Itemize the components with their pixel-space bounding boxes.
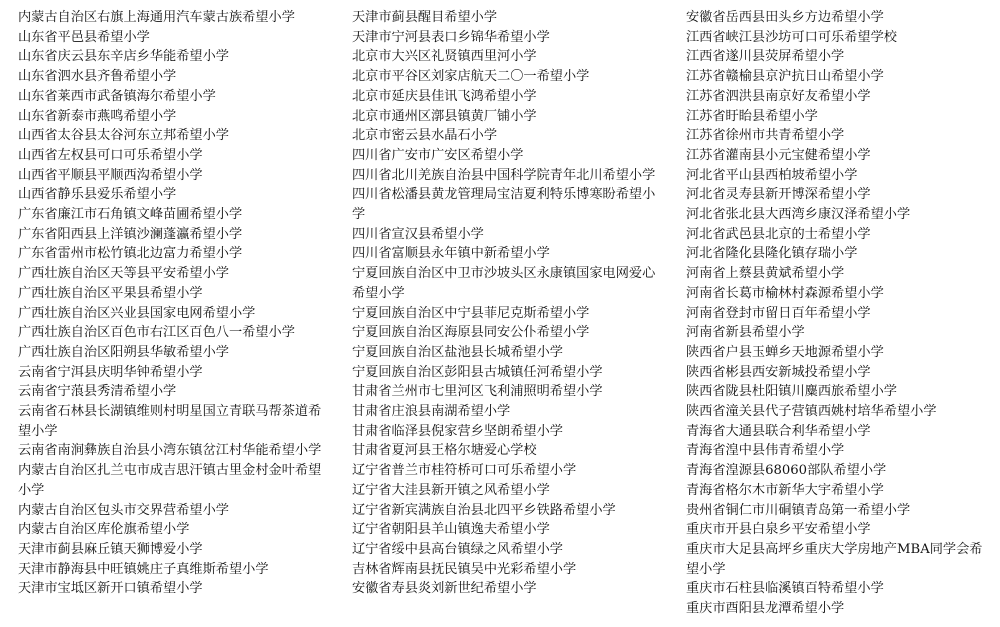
school-entry: 广东省雷州市松竹镇北边富力希望小学 [18,246,243,262]
school-entry: 云南省宁洱县庆明华钟希望小学 [18,364,203,380]
school-entry: 陕西省彬县西安新城投希望小学 [686,364,871,380]
school-entry: 辽宁省绥中县高台镇绿之风希望小学 [352,541,563,557]
school-entry: 江西省遂川县荧屏希望小学 [686,49,845,65]
school-entry: 北京市通州区漷县镇黄厂铺小学 [352,108,537,124]
school-entry: 辽宁省朝阳县羊山镇逸夫希望小学 [352,522,550,538]
school-entry: 青海省格尔木市新华大宇希望小学 [686,482,884,498]
school-entry: 四川省富顺县永年镇中新希望小学 [352,246,550,262]
school-entry: 重庆市酉阳县龙潭希望小学 [686,601,845,617]
school-entry: 山东省新泰市燕鸣希望小学 [18,108,177,124]
school-entry: 河北省平山县西柏坡希望小学 [686,167,858,183]
school-entry: 宁夏回族自治区盐池县长城希望小学 [352,344,563,360]
school-entry: 河南省长葛市榆林村森源希望小学 [686,285,884,301]
school-entry: 辽宁省普兰市桂符桥可口可乐希望小学 [352,463,577,479]
school-entry: 北京市平谷区刘家店航天二〇一希望小学 [352,69,590,85]
school-entry: 山西省静乐县爱乐希望小学 [18,187,177,203]
school-entry: 辽宁省大洼县新开镇之风希望小学 [352,482,550,498]
school-entry: 四川省北川羌族自治县中国科学院青年北川希望小学 [352,167,656,183]
school-entry: 山东省庆云县东辛店乡华能希望小学 [18,49,229,65]
school-entry: 贵州省铜仁市川硐镇青岛第一希望小学 [686,502,911,518]
column-right [686,8,988,619]
school-entry: 山东省莱西市武备镇海尔希望小学 [18,88,216,104]
school-entry: 云南省南涧彝族自治县小湾东镇岔江村华能希望小学 [18,443,322,459]
school-entry: 吉林省辉南县抚民镇吴中光彩希望小学 [352,561,577,577]
school-entry: 内蒙古自治区包头市交界营希望小学 [18,502,229,518]
school-entry: 宁夏回族自治区彭阳县古城镇任河希望小学 [352,364,603,380]
school-entry: 青海省湟中县伟青希望小学 [686,443,845,459]
school-entry: 青海省湟源县68060部队希望小学 [686,463,887,479]
school-entry: 山东省平邑县希望小学 [18,29,150,45]
school-entry: 重庆市大足县高坪乡重庆大学房地产MBA同学会希望小学 [686,541,983,577]
school-entry: 广西壮族自治区阳朔县华敏希望小学 [18,344,229,360]
school-entry: 广东省廉江市石角镇文峰苗圃希望小学 [18,207,243,223]
school-entry: 江苏省徐州市共青希望小学 [686,128,845,144]
school-entry: 安徽省寿县炎刘新世纪希望小学 [352,581,537,597]
school-entry: 广东省阳西县上洋镇沙澜蓬瀛希望小学 [18,226,243,242]
school-entry: 辽宁省新宾满族自治县北四平乡铁路希望小学 [352,502,616,518]
school-entry: 四川省宣汉县希望小学 [352,226,484,242]
school-entry: 内蒙古自治区库伦旗希望小学 [18,522,190,538]
school-entry: 宁夏回族自治区中卫市沙坡头区永康镇国家电网爱心希望小学 [352,266,656,301]
school-entry: 甘肃省庄浪县南湖希望小学 [352,404,511,420]
school-entry: 陕西省陇县杜阳镇川麋西旅希望小学 [686,384,897,400]
school-entry: 河北省张北县大西湾乡康汉泽希望小学 [686,207,911,223]
school-entry: 广西壮族自治区平果县希望小学 [18,285,203,301]
school-entry: 河南省登封市留日百年希望小学 [686,305,871,321]
school-entry: 天津市蓟县醒目希望小学 [352,10,498,25]
school-entry: 河北省灵寿县新开博深希望小学 [686,187,871,203]
school-entry: 北京市密云县水晶石小学 [352,128,498,144]
school-entry: 云南省宁蒗县秀清希望小学 [18,384,177,400]
school-entry: 广西壮族自治区百色市右江区百色八一希望小学 [18,325,295,341]
school-entry: 天津市宁河县表口乡锦华希望小学 [352,29,550,45]
school-entry: 内蒙古自治区扎兰屯市成吉思汗镇古里金村金叶希望小学 [18,463,322,498]
school-entry: 重庆市石柱县临溪镇百特希望小学 [686,581,884,597]
school-entry: 河南省新县希望小学 [686,325,805,341]
school-entry: 宁夏回族自治区中宁县菲尼克斯希望小学 [352,305,590,321]
school-entry: 山东省泗水县齐鲁希望小学 [18,69,177,85]
school-entry: 北京市大兴区礼贤镇西里河小学 [352,49,537,65]
school-entry: 天津市蓟县麻丘镇天狮博爱小学 [18,541,203,557]
school-entry: 江苏省盱眙县希望小学 [686,108,818,124]
school-entry: 广西壮族自治区天等县平安希望小学 [18,266,229,282]
school-entry: 江苏省赣榆县京沪抗日山希望小学 [686,69,884,85]
school-entry: 山西省平顺县平顺西沟希望小学 [18,167,203,183]
school-entry: 内蒙古自治区右旗上海通用汽车蒙古族希望小学 [18,10,295,25]
school-entry: 河北省隆化县隆化镇存瑞小学 [686,246,858,262]
school-entry: 宁夏回族自治区海原县同安公仆希望小学 [352,325,590,341]
school-entry: 甘肃省兰州市七里河区飞利浦照明希望小学 [352,384,603,400]
school-entry: 天津市静海县中旺镇姚庄子真维斯希望小学 [18,561,269,577]
school-entry: 甘肃省临泽县倪家营乡坚朗希望小学 [352,423,563,439]
school-entry: 河北省武邑县北京的士希望小学 [686,226,871,242]
school-entry: 陕西省潼关县代子营镇西姚村培华希望小学 [686,404,937,420]
school-entry: 青海省大通县联合利华希望小学 [686,423,871,439]
column-middle [352,8,657,599]
school-entry: 甘肃省夏河县王格尔塘爱心学校 [352,443,537,459]
school-entry: 江苏省灌南县小元宝健希望小学 [686,147,871,163]
school-entry: 江苏省泗洪县南京好友希望小学 [686,88,871,104]
school-entry: 山西省左权县可口可乐希望小学 [18,147,203,163]
school-entry: 四川省广安市广安区希望小学 [352,147,524,163]
school-entry: 江西省峡江县沙坊可口可乐希望学校 [686,29,897,45]
school-entry: 天津市宝坻区新开口镇希望小学 [18,581,203,597]
column-left [18,8,323,599]
school-entry: 四川省松潘县黄龙管理局宝洁夏利特乐博寒盼希望小学 [352,187,656,223]
school-entry: 北京市延庆县佳讯飞鸿希望小学 [352,88,537,104]
school-entry: 云南省石林县长湖镇维则村明星国立青联马帮茶道希望小学 [18,404,322,439]
school-entry: 陕西省户县玉蝉乡天地源希望小学 [686,344,884,360]
school-entry: 山西省太谷县太谷河东立邦希望小学 [18,128,229,144]
school-entry: 河南省上蔡县黄斌希望小学 [686,266,845,282]
school-entry: 安徽省岳西县田头乡方边希望小学 [686,10,884,25]
school-entry: 广西壮族自治区兴业县国家电网希望小学 [18,305,256,321]
school-entry: 重庆市开县白泉乡平安希望小学 [686,522,871,538]
